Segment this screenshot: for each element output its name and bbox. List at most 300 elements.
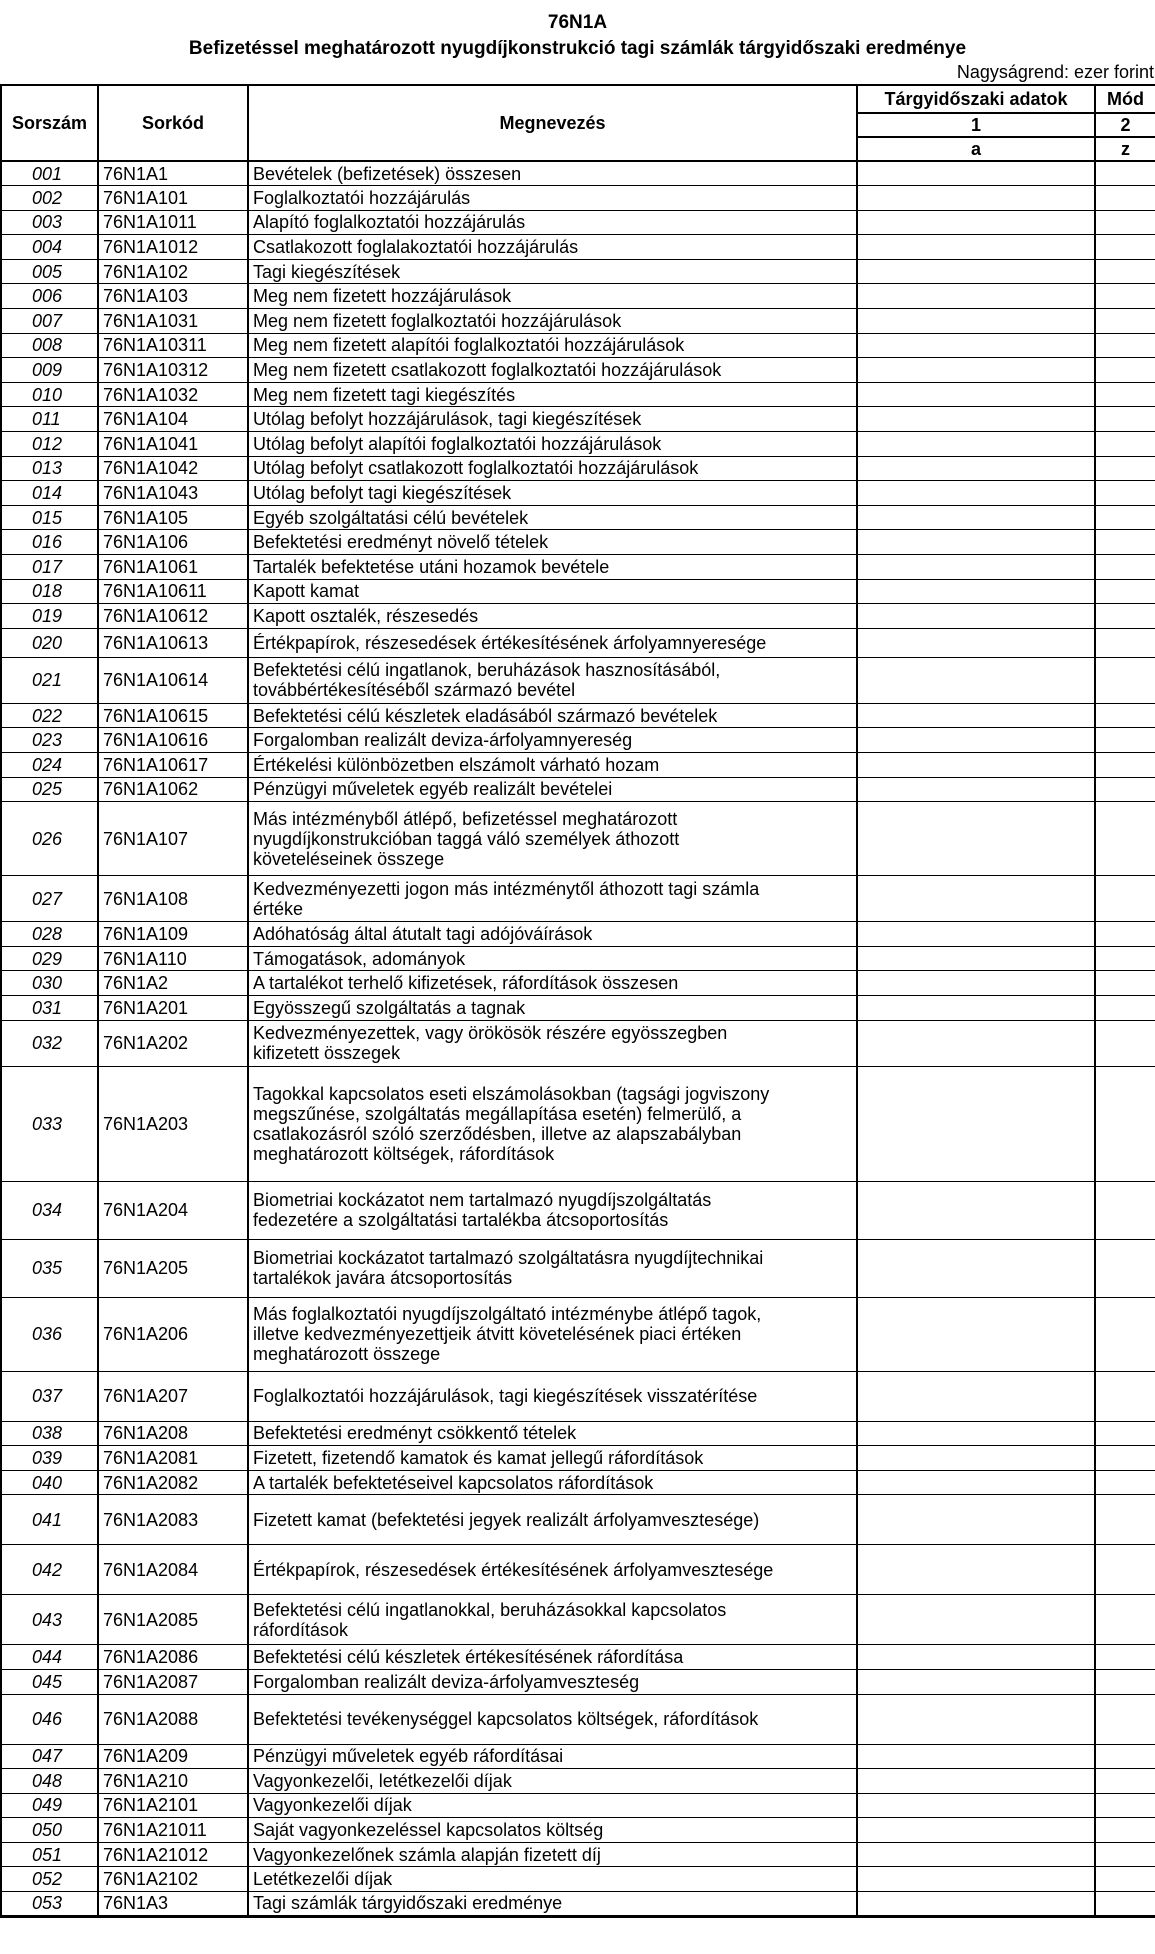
- row-megnevezes: [248, 407, 857, 432]
- row-mod-cell[interactable]: [1095, 1842, 1155, 1867]
- row-sorszam: 019: [1, 604, 98, 629]
- row-sorszam: 052: [1, 1867, 98, 1892]
- row-sorszam: 053: [1, 1892, 98, 1917]
- row-megnevezes: [248, 1545, 857, 1595]
- row-mod-cell[interactable]: [1095, 259, 1155, 284]
- row-megnevezes: [248, 1446, 857, 1471]
- row-megnevezes-line: fedezetére a szolgáltatási tartalékba átcsoportosítás: [253, 1210, 669, 1231]
- row-value-cell[interactable]: [857, 1842, 1095, 1867]
- header-col2-number: 2: [1095, 113, 1155, 137]
- row-sorszam: 028: [1, 922, 98, 947]
- row-sorszam: 007: [1, 309, 98, 334]
- row-megnevezes-line: Utólag befolyt tagi kiegészítések: [253, 483, 512, 504]
- row-value-cell[interactable]: [857, 309, 1095, 334]
- row-megnevezes: [248, 728, 857, 753]
- row-megnevezes: [248, 456, 857, 481]
- row-value-cell[interactable]: [857, 777, 1095, 802]
- row-value-cell[interactable]: [857, 628, 1095, 657]
- header-sorszam: Sorszám: [1, 85, 98, 161]
- row-sorkod: 76N1A201: [98, 995, 248, 1020]
- row-mod-cell[interactable]: [1095, 1769, 1155, 1794]
- table-row: [1, 456, 1155, 481]
- row-mod-cell[interactable]: [1095, 382, 1155, 407]
- header-sorkod: Sorkód: [98, 85, 248, 161]
- row-sorszam: 051: [1, 1842, 98, 1867]
- row-megnevezes-line: nyugdíjkonstrukcióban taggá váló személyek áthozott: [253, 828, 680, 849]
- row-megnevezes: [248, 777, 857, 802]
- row-megnevezes-line: Adóhatóság által átutalt tagi adójóváírások: [253, 923, 593, 944]
- row-sorszam: 025: [1, 777, 98, 802]
- row-sorkod: 76N1A2085: [98, 1595, 248, 1645]
- row-mod-cell[interactable]: [1095, 802, 1155, 876]
- row-sorkod: 76N1A2087: [98, 1669, 248, 1694]
- row-megnevezes-line: Foglalkoztatói hozzájárulások, tagi kiegészítések visszatérítése: [253, 1386, 758, 1407]
- table-row: [1, 358, 1155, 383]
- row-sorkod: 76N1A1043: [98, 481, 248, 506]
- row-value-cell[interactable]: [857, 657, 1095, 703]
- row-mod-cell[interactable]: [1095, 604, 1155, 629]
- row-sorszam: 048: [1, 1769, 98, 1794]
- row-value-cell[interactable]: [857, 971, 1095, 996]
- row-value-cell[interactable]: [857, 1066, 1095, 1181]
- row-mod-cell[interactable]: [1095, 922, 1155, 947]
- row-mod-cell[interactable]: [1095, 456, 1155, 481]
- row-megnevezes-line: Utólag befolyt alapítói foglalkoztatói hozzájárulások: [253, 433, 662, 454]
- table-row: [1, 1892, 1155, 1917]
- row-mod-cell[interactable]: [1095, 1371, 1155, 1421]
- row-sorkod: 76N1A209: [98, 1744, 248, 1769]
- row-sorszam: 042: [1, 1545, 98, 1595]
- table-row: [1, 530, 1155, 555]
- row-mod-cell[interactable]: [1095, 876, 1155, 922]
- row-megnevezes: [248, 1793, 857, 1818]
- row-value-cell[interactable]: [857, 407, 1095, 432]
- row-sorszam: 036: [1, 1297, 98, 1371]
- row-megnevezes-line: Alapító foglalkoztatói hozzájárulás: [253, 212, 526, 233]
- row-mod-cell[interactable]: [1095, 1669, 1155, 1694]
- row-megnevezes-line: Kapott osztalék, részesedés: [253, 605, 479, 626]
- row-megnevezes: [248, 1867, 857, 1892]
- row-value-cell[interactable]: [857, 1793, 1095, 1818]
- row-mod-cell[interactable]: [1095, 210, 1155, 235]
- table-row: [1, 1694, 1155, 1744]
- row-megnevezes-line: Befektetési célú készletek eladásából származó bevételek: [253, 705, 718, 726]
- row-mod-cell[interactable]: [1095, 1470, 1155, 1495]
- row-sorkod: 76N1A2084: [98, 1545, 248, 1595]
- table-row: [1, 922, 1155, 947]
- row-value-cell[interactable]: [857, 1495, 1095, 1545]
- table-row: [1, 1744, 1155, 1769]
- row-sorszam: 009: [1, 358, 98, 383]
- row-value-cell[interactable]: [857, 555, 1095, 580]
- row-value-cell[interactable]: [857, 505, 1095, 530]
- row-mod-cell[interactable]: [1095, 1744, 1155, 1769]
- row-mod-cell[interactable]: [1095, 432, 1155, 457]
- table-row: [1, 802, 1155, 876]
- row-sorkod: 76N1A106: [98, 530, 248, 555]
- row-megnevezes-line: Tagi számlák tárgyidőszaki eredménye: [253, 1893, 563, 1914]
- row-mod-cell[interactable]: [1095, 1694, 1155, 1744]
- row-sorszam: 016: [1, 530, 98, 555]
- row-sorkod: 76N1A207: [98, 1371, 248, 1421]
- row-sorkod: 76N1A1062: [98, 777, 248, 802]
- row-megnevezes: [248, 752, 857, 777]
- row-sorkod: 76N1A2082: [98, 1470, 248, 1495]
- row-mod-cell[interactable]: [1095, 1181, 1155, 1239]
- row-megnevezes-line: Meg nem fizetett tagi kiegészítés: [253, 384, 516, 405]
- row-value-cell[interactable]: [857, 1769, 1095, 1794]
- row-megnevezes: [248, 1645, 857, 1670]
- row-mod-cell[interactable]: [1095, 628, 1155, 657]
- row-mod-cell[interactable]: [1095, 579, 1155, 604]
- row-value-cell[interactable]: [857, 728, 1095, 753]
- row-value-cell[interactable]: [857, 1818, 1095, 1843]
- row-value-cell[interactable]: [857, 1297, 1095, 1371]
- row-megnevezes: [248, 1669, 857, 1694]
- row-megnevezes: [248, 1495, 857, 1545]
- row-value-cell[interactable]: [857, 1421, 1095, 1446]
- row-sorszam: 022: [1, 703, 98, 728]
- table-row: [1, 407, 1155, 432]
- row-mod-cell[interactable]: [1095, 407, 1155, 432]
- unit-label: Nagyságrend: ezer forint: [956, 62, 1154, 82]
- row-value-cell[interactable]: [857, 1595, 1095, 1645]
- row-mod-cell[interactable]: [1095, 333, 1155, 358]
- row-megnevezes: [248, 1818, 857, 1843]
- row-megnevezes-line: Biometriai kockázatot tartalmazó szolgáltatásra nyugdíjtechnikai: [253, 1248, 764, 1269]
- row-value-cell[interactable]: [857, 432, 1095, 457]
- row-sorkod: 76N1A2: [98, 971, 248, 996]
- row-megnevezes-line: Meg nem fizetett hozzájárulások: [253, 286, 512, 307]
- row-sorszam: 024: [1, 752, 98, 777]
- row-mod-cell[interactable]: [1095, 946, 1155, 971]
- row-value-cell[interactable]: [857, 1239, 1095, 1297]
- table-row: [1, 1020, 1155, 1066]
- row-value-cell[interactable]: [857, 1694, 1095, 1744]
- row-value-cell[interactable]: [857, 1867, 1095, 1892]
- row-megnevezes: [248, 1470, 857, 1495]
- row-value-cell[interactable]: [857, 235, 1095, 260]
- header-col1-number: 1: [857, 113, 1095, 137]
- row-mod-cell[interactable]: [1095, 555, 1155, 580]
- table-row: [1, 1595, 1155, 1645]
- row-megnevezes-line: Vagyonkezelői, letétkezelői díjak: [253, 1770, 512, 1791]
- row-sorkod: 76N1A21011: [98, 1818, 248, 1843]
- row-mod-cell[interactable]: [1095, 1793, 1155, 1818]
- header-targyidoszaki: Tárgyidőszaki adatok: [857, 85, 1095, 113]
- row-sorszam: 049: [1, 1793, 98, 1818]
- table-row: [1, 161, 1155, 186]
- row-mod-cell[interactable]: [1095, 1892, 1155, 1917]
- row-megnevezes-line: Foglalkoztatói hozzájárulás: [253, 187, 471, 208]
- table-row: [1, 657, 1155, 703]
- table-row: [1, 995, 1155, 1020]
- row-megnevezes-line: Meg nem fizetett foglalkoztatói hozzájárulások: [253, 310, 622, 331]
- row-megnevezes: [248, 946, 857, 971]
- row-megnevezes-line: ráfordítások: [253, 1619, 349, 1640]
- row-megnevezes-line: Tartalék befektetése utáni hozamok bevétele: [253, 556, 610, 577]
- row-value-cell[interactable]: [857, 922, 1095, 947]
- table-row: [1, 1769, 1155, 1794]
- row-megnevezes: [248, 876, 857, 922]
- row-mod-cell[interactable]: [1095, 1595, 1155, 1645]
- row-megnevezes-line: Értékpapírok, részesedések értékesítésének árfolyamnyeresége: [253, 632, 767, 653]
- row-megnevezes-line: Vagyonkezelőnek számla alapján fizetett díj: [253, 1844, 601, 1865]
- row-megnevezes: [248, 505, 857, 530]
- row-value-cell[interactable]: [857, 579, 1095, 604]
- row-megnevezes-line: Forgalomban realizált deviza-árfolyamnyereség: [253, 730, 633, 751]
- row-sorszam: 039: [1, 1446, 98, 1471]
- row-mod-cell[interactable]: [1095, 186, 1155, 211]
- row-megnevezes: [248, 382, 857, 407]
- row-megnevezes-line: meghatározott összege: [253, 1344, 441, 1365]
- row-mod-cell[interactable]: [1095, 235, 1155, 260]
- row-megnevezes-line: követeléseinek összege: [253, 848, 445, 869]
- row-mod-cell[interactable]: [1095, 1645, 1155, 1670]
- row-mod-cell[interactable]: [1095, 971, 1155, 996]
- row-sorkod: 76N1A205: [98, 1239, 248, 1297]
- table-row: [1, 309, 1155, 334]
- row-megnevezes-line: Biometriai kockázatot nem tartalmazó nyugdíjszolgáltatás: [253, 1190, 712, 1211]
- row-sorkod: 76N1A10613: [98, 628, 248, 657]
- table-row: [1, 333, 1155, 358]
- row-sorkod: 76N1A1042: [98, 456, 248, 481]
- table-row: [1, 579, 1155, 604]
- row-value-cell[interactable]: [857, 802, 1095, 876]
- row-mod-cell[interactable]: [1095, 1446, 1155, 1471]
- row-megnevezes: [248, 1421, 857, 1446]
- row-sorkod: 76N1A208: [98, 1421, 248, 1446]
- row-megnevezes-line: továbbértékesítéséből származó bevétel: [253, 680, 576, 701]
- row-sorszam: 006: [1, 284, 98, 309]
- row-mod-cell[interactable]: [1095, 703, 1155, 728]
- row-value-cell[interactable]: [857, 456, 1095, 481]
- row-value-cell[interactable]: [857, 1181, 1095, 1239]
- row-mod-cell[interactable]: [1095, 1020, 1155, 1066]
- row-sorkod: 76N1A2086: [98, 1645, 248, 1670]
- row-mod-cell[interactable]: [1095, 752, 1155, 777]
- row-value-cell[interactable]: [857, 752, 1095, 777]
- row-megnevezes: [248, 1181, 857, 1239]
- row-megnevezes: [248, 1371, 857, 1421]
- row-megnevezes: [248, 703, 857, 728]
- row-sorkod: 76N1A10611: [98, 579, 248, 604]
- header-megnevezes: Megnevezés: [248, 85, 857, 161]
- table-row: [1, 777, 1155, 802]
- row-value-cell[interactable]: [857, 1545, 1095, 1595]
- row-megnevezes: [248, 333, 857, 358]
- row-sorszam: 015: [1, 505, 98, 530]
- table-row: [1, 1066, 1155, 1181]
- row-sorkod: 76N1A206: [98, 1297, 248, 1371]
- row-megnevezes: [248, 1842, 857, 1867]
- row-mod-cell[interactable]: [1095, 1818, 1155, 1843]
- row-sorkod: 76N1A1012: [98, 235, 248, 260]
- table-row: [1, 1470, 1155, 1495]
- row-megnevezes: [248, 432, 857, 457]
- row-value-cell[interactable]: [857, 1892, 1095, 1917]
- row-megnevezes-line: Fizetett kamat (befektetési jegyek realizált árfolyamvesztesége): [253, 1509, 760, 1530]
- row-megnevezes-line: Vagyonkezelői díjak: [253, 1795, 412, 1816]
- row-sorszam: 002: [1, 186, 98, 211]
- row-mod-cell[interactable]: [1095, 358, 1155, 383]
- header-col2-letter: z: [1095, 137, 1155, 161]
- row-value-cell[interactable]: [857, 1446, 1095, 1471]
- table-row: [1, 1297, 1155, 1371]
- row-mod-cell[interactable]: [1095, 284, 1155, 309]
- table-row: [1, 1842, 1155, 1867]
- row-megnevezes: [248, 210, 857, 235]
- row-sorkod: 76N1A1032: [98, 382, 248, 407]
- row-sorkod: 76N1A2101: [98, 1793, 248, 1818]
- row-mod-cell[interactable]: [1095, 657, 1155, 703]
- row-value-cell[interactable]: [857, 1020, 1095, 1066]
- row-mod-cell[interactable]: [1095, 530, 1155, 555]
- row-value-cell[interactable]: [857, 1744, 1095, 1769]
- row-mod-cell[interactable]: [1095, 309, 1155, 334]
- row-sorkod: 76N1A2081: [98, 1446, 248, 1471]
- row-value-cell[interactable]: [857, 210, 1095, 235]
- row-sorszam: 030: [1, 971, 98, 996]
- row-mod-cell[interactable]: [1095, 995, 1155, 1020]
- table-row: [1, 1645, 1155, 1670]
- row-value-cell[interactable]: [857, 161, 1095, 186]
- row-megnevezes-line: Forgalomban realizált deviza-árfolyamveszteség: [253, 1671, 640, 1692]
- row-value-cell[interactable]: [857, 946, 1095, 971]
- row-sorszam: 008: [1, 333, 98, 358]
- row-sorkod: 76N1A10311: [98, 333, 248, 358]
- row-mod-cell[interactable]: [1095, 1495, 1155, 1545]
- row-value-cell[interactable]: [857, 995, 1095, 1020]
- row-sorkod: 76N1A1011: [98, 210, 248, 235]
- row-value-cell[interactable]: [857, 1645, 1095, 1670]
- row-sorkod: 76N1A21012: [98, 1842, 248, 1867]
- row-sorszam: 038: [1, 1421, 98, 1446]
- row-mod-cell[interactable]: [1095, 1545, 1155, 1595]
- row-megnevezes: [248, 1892, 857, 1917]
- row-value-cell[interactable]: [857, 284, 1095, 309]
- table-row: [1, 284, 1155, 309]
- table-row: [1, 752, 1155, 777]
- row-value-cell[interactable]: [857, 604, 1095, 629]
- row-megnevezes-line: értéke: [253, 898, 304, 919]
- row-mod-cell[interactable]: [1095, 161, 1155, 186]
- row-megnevezes: [248, 657, 857, 703]
- row-value-cell[interactable]: [857, 333, 1095, 358]
- row-sorszam: 037: [1, 1371, 98, 1421]
- row-megnevezes-line: Utólag befolyt hozzájárulások, tagi kiegészítések: [253, 409, 642, 430]
- row-value-cell[interactable]: [857, 481, 1095, 506]
- row-mod-cell[interactable]: [1095, 1239, 1155, 1297]
- row-mod-cell[interactable]: [1095, 777, 1155, 802]
- table-row: [1, 971, 1155, 996]
- table-row: [1, 1239, 1155, 1297]
- table-row: [1, 210, 1155, 235]
- row-megnevezes: [248, 284, 857, 309]
- row-megnevezes: [248, 1239, 857, 1297]
- row-mod-cell[interactable]: [1095, 1066, 1155, 1181]
- row-megnevezes: [248, 481, 857, 506]
- row-mod-cell[interactable]: [1095, 728, 1155, 753]
- row-megnevezes-line: csatlakozásról szóló szerződésben, illetve az alapszabályban: [253, 1123, 742, 1144]
- row-sorkod: 76N1A2102: [98, 1867, 248, 1892]
- row-sorkod: 76N1A3: [98, 1892, 248, 1917]
- row-sorszam: 014: [1, 481, 98, 506]
- row-value-cell[interactable]: [857, 358, 1095, 383]
- row-megnevezes: [248, 1297, 857, 1371]
- table-row: [1, 481, 1155, 506]
- row-megnevezes: [248, 995, 857, 1020]
- row-value-cell[interactable]: [857, 1669, 1095, 1694]
- row-megnevezes-line: Más intézményből átlépő, befizetéssel meghatározott: [253, 808, 678, 829]
- row-sorkod: 76N1A10614: [98, 657, 248, 703]
- row-mod-cell[interactable]: [1095, 1297, 1155, 1371]
- row-sorszam: 050: [1, 1818, 98, 1843]
- table-row: [1, 1371, 1155, 1421]
- row-megnevezes-line: Kedvezményezetti jogon más intézménytől áthozott tagi számla: [253, 878, 760, 899]
- row-megnevezes: [248, 259, 857, 284]
- row-sorszam: 034: [1, 1181, 98, 1239]
- table-row: [1, 1181, 1155, 1239]
- row-sorkod: 76N1A1: [98, 161, 248, 186]
- row-value-cell[interactable]: [857, 876, 1095, 922]
- row-sorszam: 010: [1, 382, 98, 407]
- row-sorkod: 76N1A10312: [98, 358, 248, 383]
- row-sorszam: 005: [1, 259, 98, 284]
- row-mod-cell[interactable]: [1095, 505, 1155, 530]
- row-megnevezes-line: kifizetett összegek: [253, 1043, 401, 1064]
- row-sorszam: 041: [1, 1495, 98, 1545]
- table-row: [1, 186, 1155, 211]
- table-row: [1, 1793, 1155, 1818]
- row-value-cell[interactable]: [857, 382, 1095, 407]
- row-megnevezes: [248, 358, 857, 383]
- row-value-cell[interactable]: [857, 703, 1095, 728]
- row-sorkod: 76N1A104: [98, 407, 248, 432]
- row-megnevezes: [248, 1744, 857, 1769]
- table-row: [1, 432, 1155, 457]
- row-megnevezes-line: Kedvezményezettek, vagy örökösök részére egyösszegben: [253, 1023, 728, 1044]
- table-row: [1, 555, 1155, 580]
- row-sorszam: 029: [1, 946, 98, 971]
- row-megnevezes-line: Bevételek (befizetések) összesen: [253, 163, 522, 184]
- row-sorszam: 003: [1, 210, 98, 235]
- row-value-cell[interactable]: [857, 530, 1095, 555]
- row-sorszam: 044: [1, 1645, 98, 1670]
- row-value-cell[interactable]: [857, 186, 1095, 211]
- table-row: [1, 235, 1155, 260]
- row-value-cell[interactable]: [857, 259, 1095, 284]
- table-row: [1, 1421, 1155, 1446]
- row-sorszam: 045: [1, 1669, 98, 1694]
- row-megnevezes: [248, 1066, 857, 1181]
- row-megnevezes: [248, 1595, 857, 1645]
- table-row: [1, 505, 1155, 530]
- row-megnevezes-line: Befektetési célú készletek értékesítésének ráfordítása: [253, 1647, 684, 1668]
- row-mod-cell[interactable]: [1095, 1867, 1155, 1892]
- row-mod-cell[interactable]: [1095, 481, 1155, 506]
- row-megnevezes-line: Meg nem fizetett alapítói foglalkoztatói hozzájárulások: [253, 335, 685, 356]
- row-sorkod: 76N1A102: [98, 259, 248, 284]
- row-megnevezes-line: Pénzügyi műveletek egyéb realizált bevételei: [253, 779, 613, 800]
- row-value-cell[interactable]: [857, 1371, 1095, 1421]
- row-megnevezes-line: Tagi kiegészítések: [253, 261, 401, 282]
- row-mod-cell[interactable]: [1095, 1421, 1155, 1446]
- table-row: [1, 259, 1155, 284]
- row-value-cell[interactable]: [857, 1470, 1095, 1495]
- row-megnevezes: [248, 628, 857, 657]
- row-megnevezes: [248, 555, 857, 580]
